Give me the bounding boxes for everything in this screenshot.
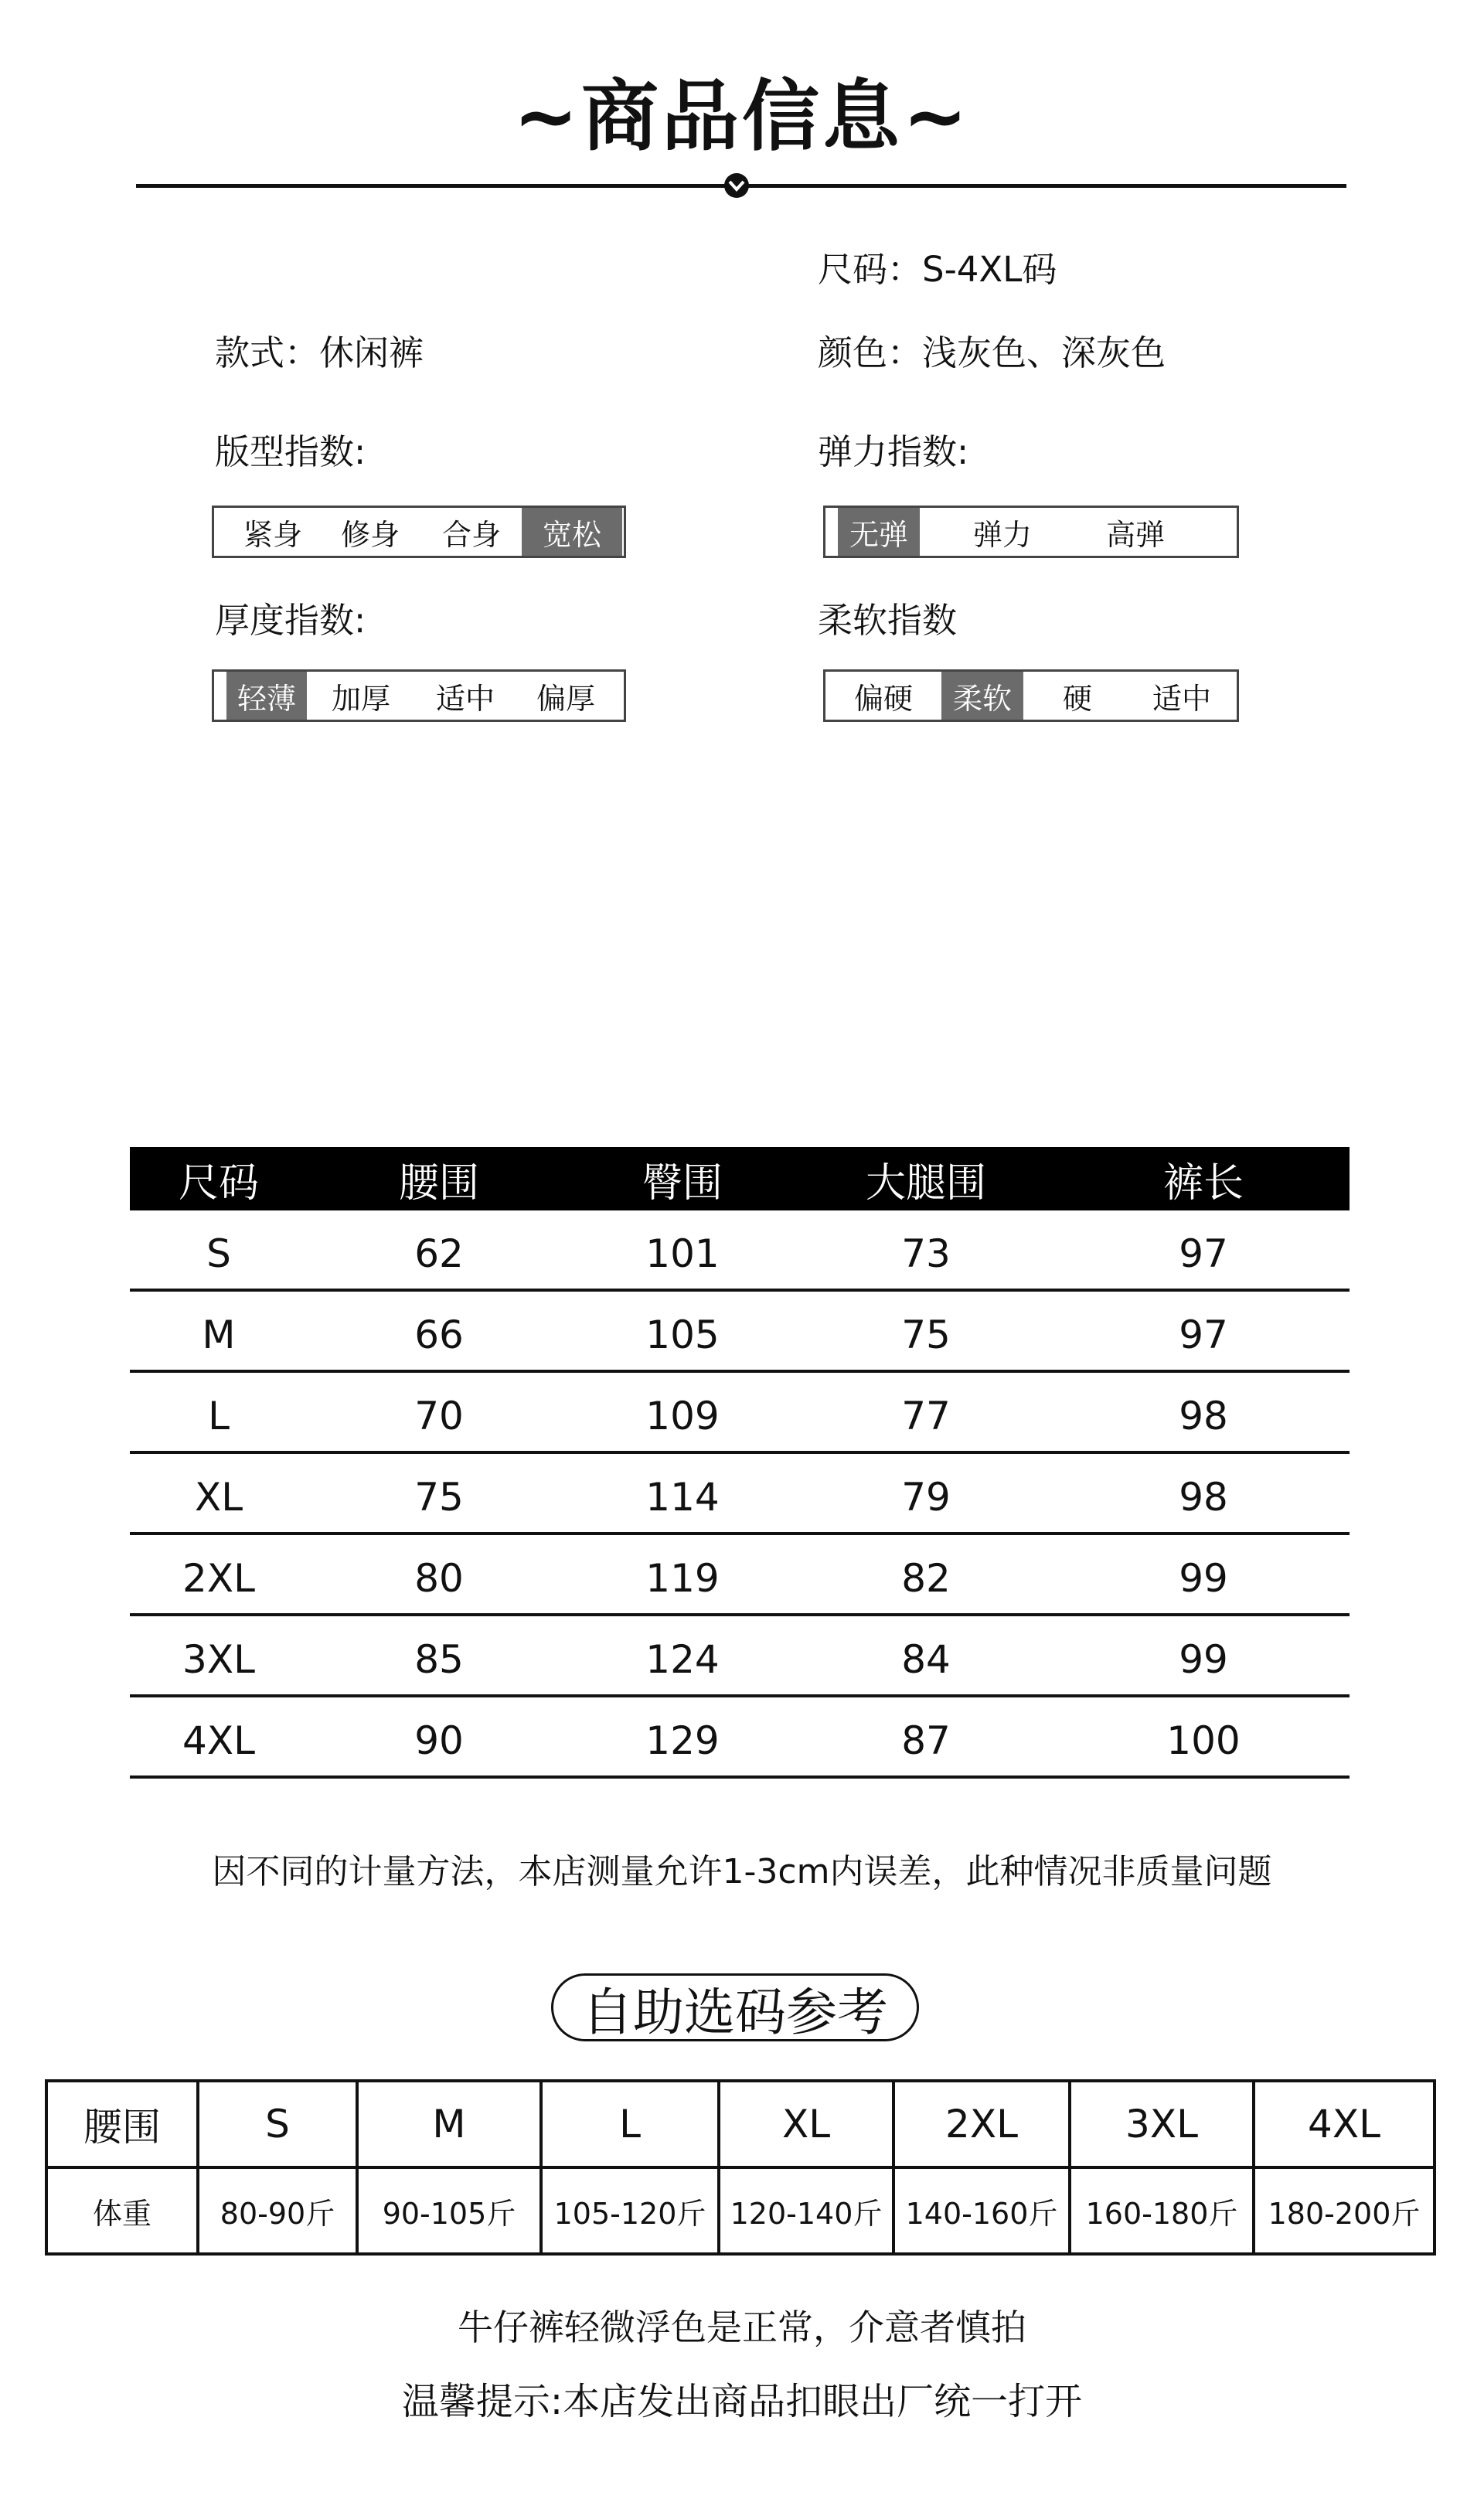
guide-size-cell: L	[541, 2081, 719, 2167]
softness-option-soft: 柔软	[941, 672, 1023, 720]
guide-size-cell: 4XL	[1254, 2081, 1435, 2167]
table-cell: 114	[645, 1474, 720, 1520]
table-cell: 80	[414, 1555, 464, 1601]
guide-weight-cell: 160-180斤	[1070, 2167, 1254, 2254]
header-thigh: 大腿围	[865, 1159, 986, 1207]
size-guide-row-weight	[46, 2167, 1435, 2254]
stretch-option-high: 高弹	[1105, 517, 1165, 552]
guide-weight-cell: 105-120斤	[541, 2167, 719, 2254]
guide-weight-cell: 120-140斤	[719, 2167, 893, 2254]
stretch-index-scale	[823, 506, 1239, 558]
stretch-index-label: 弹力指数:	[818, 431, 969, 472]
softness-index-scale	[823, 669, 1239, 722]
table-cell: 70	[414, 1393, 464, 1438]
header-hip: 臀围	[642, 1159, 723, 1207]
table-row	[130, 1535, 1350, 1616]
table-cell: 84	[901, 1636, 951, 1682]
table-cell: 66	[414, 1312, 464, 1357]
table-row	[130, 1697, 1350, 1779]
table-cell: 97	[1179, 1231, 1228, 1276]
stretch-option-none: 无弹	[838, 508, 920, 556]
table-row	[130, 1616, 1350, 1697]
thickness-option-heavy: 偏厚	[536, 681, 595, 716]
table-cell: 98	[1179, 1393, 1228, 1438]
table-cell: 77	[901, 1393, 951, 1438]
style-info: 款式：休闲裤	[215, 332, 424, 373]
size-guide-table	[45, 2079, 1436, 2256]
table-cell: 75	[901, 1312, 951, 1357]
row-label-waist: 腰围	[46, 2081, 198, 2167]
table-row	[130, 1373, 1350, 1454]
table-cell: 2XL	[182, 1555, 255, 1601]
table-cell: L	[208, 1393, 230, 1438]
footer-tip: 温馨提示:本店发出商品扣眼出厂统一打开	[401, 2380, 1083, 2423]
table-row	[130, 1292, 1350, 1373]
guide-weight-cell: 180-200斤	[1254, 2167, 1435, 2254]
guide-size-cell: M	[357, 2081, 541, 2167]
table-cell: 85	[414, 1636, 464, 1682]
stretch-option-stretch: 弹力	[972, 517, 1032, 552]
softness-option-medium: 适中	[1152, 681, 1211, 716]
size-guide-title: 自助选码参考	[551, 1973, 919, 2041]
table-cell: XL	[194, 1474, 243, 1520]
measurement-note: 因不同的计量方法，本店测量允许1-3cm内误差，此种情况非质量问题	[212, 1852, 1272, 1891]
table-cell: 105	[645, 1312, 720, 1357]
table-cell: S	[206, 1231, 231, 1276]
table-cell: 73	[901, 1231, 951, 1276]
table-cell: 75	[414, 1474, 464, 1520]
size-table-header	[130, 1147, 1350, 1210]
size-guide-row-waist	[46, 2081, 1435, 2167]
table-cell: 97	[1179, 1312, 1228, 1357]
table-cell: 99	[1179, 1555, 1228, 1601]
table-cell: 109	[645, 1393, 720, 1438]
softness-option-stiff: 偏硬	[853, 681, 913, 716]
fit-index-scale	[212, 506, 626, 558]
row-label-weight: 体重	[46, 2167, 198, 2254]
header-waist: 腰围	[398, 1159, 479, 1207]
guide-size-cell: S	[198, 2081, 357, 2167]
header-size: 尺码	[178, 1159, 259, 1207]
table-cell: 100	[1166, 1718, 1241, 1763]
guide-weight-cell: 80-90斤	[198, 2167, 357, 2254]
footer-color-note: 牛仔裤轻微浮色是正常，介意者慎拍	[458, 2307, 1026, 2348]
guide-size-cell: 2XL	[893, 2081, 1070, 2167]
table-cell: 62	[414, 1231, 464, 1276]
table-cell: 4XL	[182, 1718, 255, 1763]
fit-option-slim: 修身	[340, 517, 400, 552]
table-cell: 98	[1179, 1474, 1228, 1520]
table-row	[130, 1210, 1350, 1292]
table-cell: 82	[901, 1555, 951, 1601]
thickness-option-thick: 加厚	[331, 681, 390, 716]
thickness-option-medium: 适中	[435, 681, 495, 716]
size-range-info: 尺码：S-4XL码	[818, 249, 1057, 290]
table-cell: 101	[645, 1231, 720, 1276]
guide-weight-cell: 90-105斤	[357, 2167, 541, 2254]
size-table	[130, 1147, 1350, 1779]
page-title: ~商品信息~	[513, 71, 971, 162]
table-cell: 87	[901, 1718, 951, 1763]
table-cell: 79	[901, 1474, 951, 1520]
guide-size-cell: 3XL	[1070, 2081, 1254, 2167]
guide-size-cell: XL	[719, 2081, 893, 2167]
table-cell: 124	[645, 1636, 720, 1682]
table-cell: M	[202, 1312, 236, 1357]
table-cell: 99	[1179, 1636, 1228, 1682]
table-cell: 119	[645, 1555, 720, 1601]
fit-index-label: 版型指数:	[215, 431, 366, 472]
table-cell: 90	[414, 1718, 464, 1763]
table-cell: 3XL	[182, 1636, 255, 1682]
table-row	[130, 1454, 1350, 1535]
table-cell: 129	[645, 1718, 720, 1763]
fit-option-tight: 紧身	[243, 517, 302, 552]
softness-option-hard: 硬	[1062, 681, 1092, 716]
guide-weight-cell: 140-160斤	[893, 2167, 1070, 2254]
divider-ornament-icon	[721, 170, 752, 201]
thickness-index-scale	[212, 669, 626, 722]
fit-option-loose: 宽松	[522, 508, 622, 556]
header-length: 裤长	[1162, 1159, 1244, 1207]
thickness-option-thin: 轻薄	[226, 672, 307, 720]
fit-option-regular: 合身	[441, 517, 501, 552]
softness-index-label: 柔软指数	[818, 600, 958, 641]
thickness-index-label: 厚度指数:	[215, 600, 366, 641]
color-info: 颜色：浅灰色、深灰色	[818, 332, 1166, 373]
